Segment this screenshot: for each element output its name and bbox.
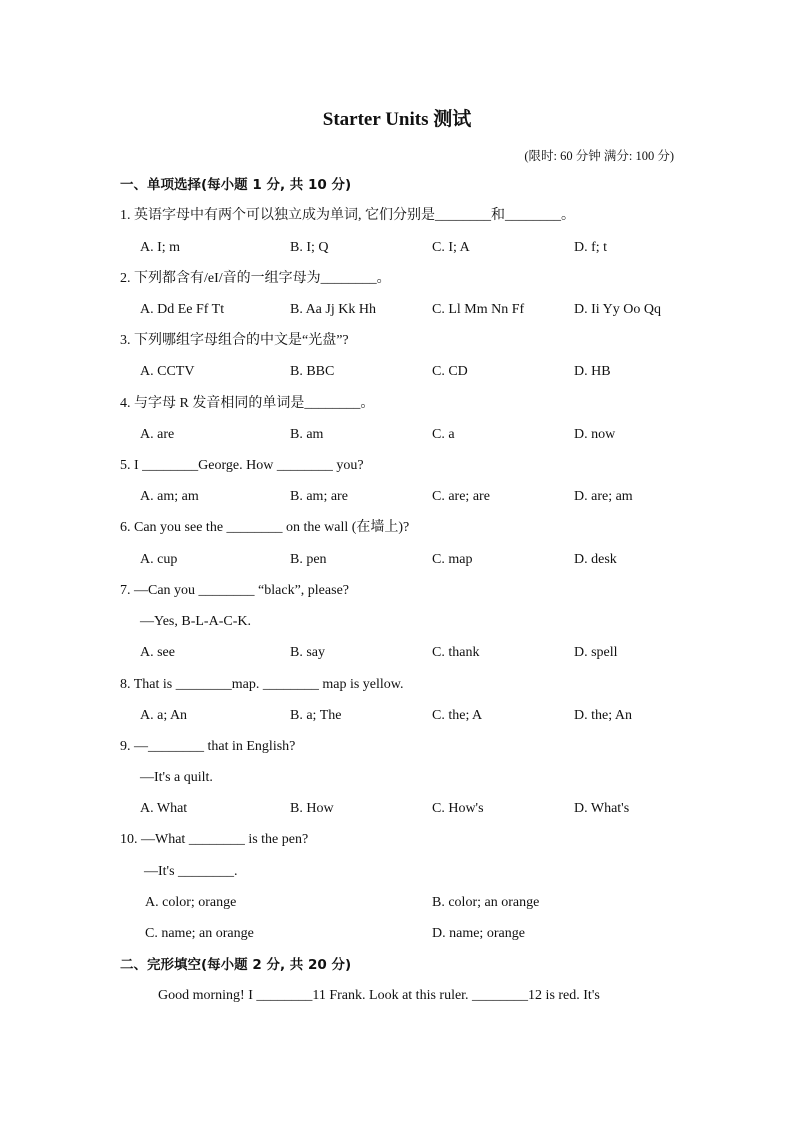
question-4-option-d: D. now xyxy=(574,427,616,442)
question-8-option-c: C. the; A xyxy=(432,708,483,723)
question-6-stem: 6. Can you see the ________ on the wall (在墙上)? xyxy=(120,520,410,535)
question-8-option-b: B. a; The xyxy=(290,708,342,723)
question-2-stem: 2. 下列都含有/eI/音的一组字母为________。 xyxy=(120,271,391,286)
question-2-option-d: D. Ii Yy Oo Qq xyxy=(574,302,661,317)
question-6-option-c: C. map xyxy=(432,552,473,567)
question-3-option-b: B. BBC xyxy=(290,364,335,379)
question-8-option-a: A. a; An xyxy=(140,708,188,723)
question-9-option-b: B. How xyxy=(290,801,334,816)
question-4-option-a: A. are xyxy=(140,427,175,442)
question-5-option-c: C. are; are xyxy=(432,489,490,504)
section-heading-cloze: 二、完形填空(每小题 2 分, 共 20 分) xyxy=(120,957,352,973)
question-6-option-b: B. pen xyxy=(290,552,327,567)
question-7-reply: —Yes, B-L-A-C-K. xyxy=(140,614,251,629)
question-1-stem: 1. 英语字母中有两个可以独立成为单词, 它们分别是________和________。 xyxy=(120,208,575,223)
question-4-option-c: C. a xyxy=(432,427,455,442)
question-2-option-b: B. Aa Jj Kk Hh xyxy=(290,302,376,317)
question-10-option-b: B. color; an orange xyxy=(432,895,540,910)
question-3-option-c: C. CD xyxy=(432,364,468,379)
question-10-option-a: A. color; orange xyxy=(145,895,237,910)
question-10-stem: 10. —What ________ is the pen? xyxy=(120,832,309,847)
question-9-option-c: C. How's xyxy=(432,801,484,816)
question-1-option-d: D. f; t xyxy=(574,240,608,255)
question-9-option-a: A. What xyxy=(140,801,188,816)
question-5-option-b: B. am; are xyxy=(290,489,348,504)
question-10-reply: —It's ________. xyxy=(144,864,238,879)
page-title: Starter Units 测试 xyxy=(322,109,472,130)
question-7-stem: 7. —Can you ________ “black”, please? xyxy=(120,583,349,598)
cloze-passage-line-1: Good morning! I ________11 Frank. Look at this ruler. ________12 is red. It's xyxy=(158,988,600,1003)
question-9-option-d: D. What's xyxy=(574,801,630,816)
question-6-option-a: A. cup xyxy=(140,552,178,567)
question-2-option-c: C. Ll Mm Nn Ff xyxy=(432,302,525,317)
question-2-option-a: A. Dd Ee Ff Tt xyxy=(140,302,225,317)
question-5-option-a: A. am; am xyxy=(140,489,199,504)
question-8-stem: 8. That is ________map. ________ map is yellow. xyxy=(120,677,404,692)
question-6-option-d: D. desk xyxy=(574,552,617,567)
question-7-option-d: D. spell xyxy=(574,645,618,660)
question-1-option-b: B. I; Q xyxy=(290,240,329,255)
question-9-stem: 9. —________ that in English? xyxy=(120,739,296,754)
question-4-option-b: B. am xyxy=(290,427,324,442)
question-7-option-c: C. thank xyxy=(432,645,480,660)
question-9-reply: —It's a quilt. xyxy=(140,770,213,785)
question-5-stem: 5. I ________George. How ________ you? xyxy=(120,458,364,473)
question-7-option-a: A. see xyxy=(140,645,175,660)
question-8-option-d: D. the; An xyxy=(574,708,632,723)
question-3-option-d: D. HB xyxy=(574,364,611,379)
question-1-option-a: A. I; m xyxy=(140,240,181,255)
question-10-option-d: D. name; orange xyxy=(432,926,525,941)
question-3-stem: 3. 下列哪组字母组合的中文是“光盘”? xyxy=(120,333,349,348)
question-3-option-a: A. CCTV xyxy=(140,364,195,379)
question-10-option-c: C. name; an orange xyxy=(145,926,254,941)
section-heading-multiple-choice: 一、单项选择(每小题 1 分, 共 10 分) xyxy=(120,177,352,193)
question-1-option-c: C. I; A xyxy=(432,240,470,255)
time-and-score-info: (限时: 60 分钟 满分: 100 分) xyxy=(524,149,674,163)
question-4-stem: 4. 与字母 R 发音相同的单词是________。 xyxy=(120,396,375,411)
question-5-option-d: D. are; am xyxy=(574,489,633,504)
question-7-option-b: B. say xyxy=(290,645,325,660)
